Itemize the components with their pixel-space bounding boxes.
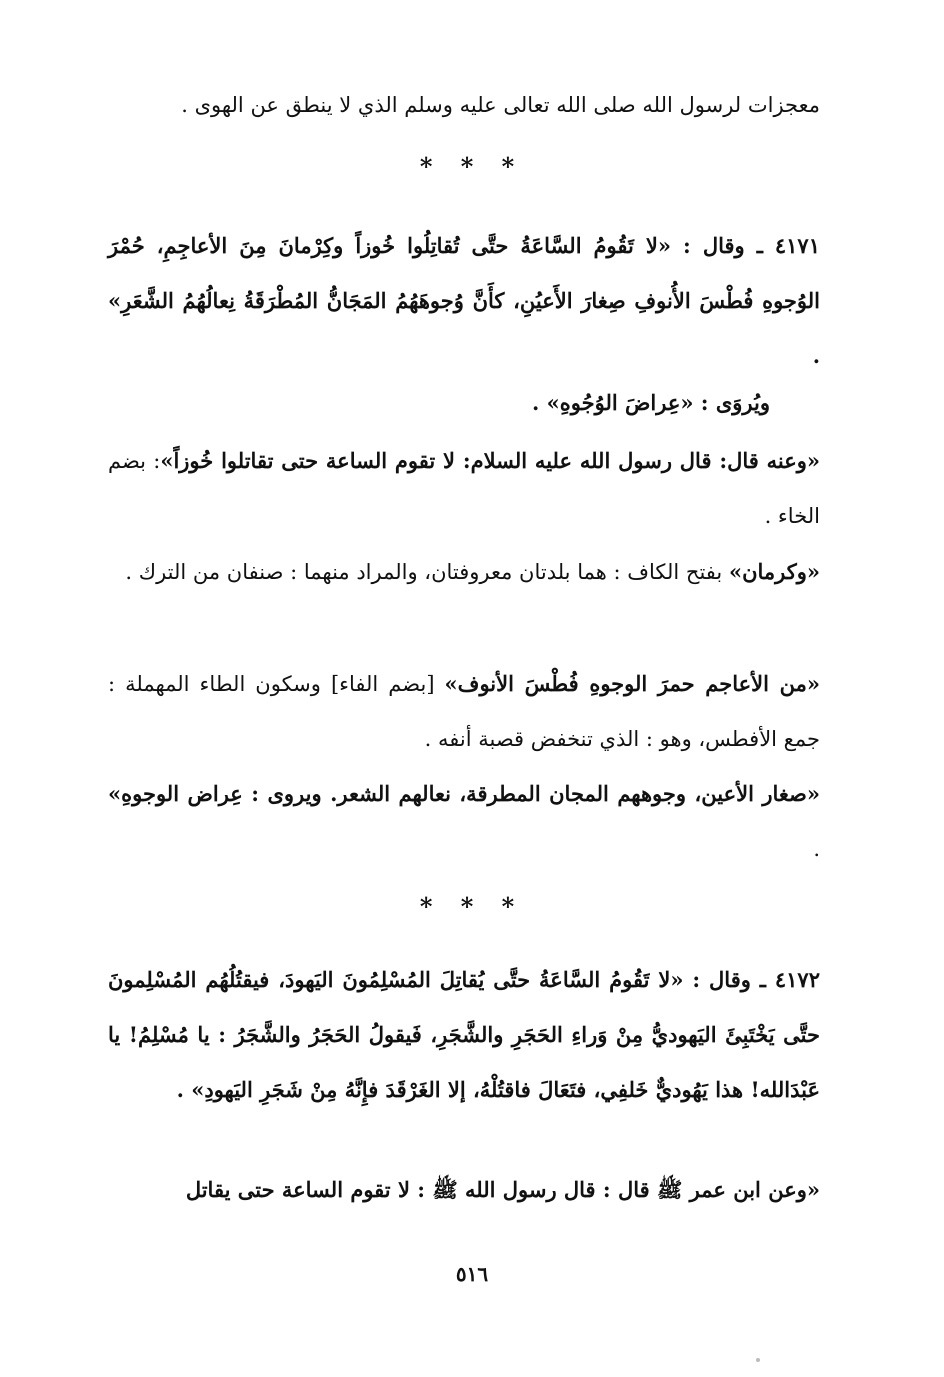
commentary-lead: «وعنه قال: قال رسول الله عليه السلام: لا تقوم الساعة حتى تقاتلوا خُوزاً» — [160, 448, 820, 473]
hadith-4171-variant — [108, 375, 820, 430]
commentary-rest: بفتح الكاف : هما بلدتان معروفتان، والمراد منهما : صنفان من الترك . — [125, 560, 729, 584]
hadith-4172-number: ٤١٧٢ ـ وقال : — [692, 967, 820, 992]
commentary-kirman — [108, 544, 820, 600]
commentary-rest: : بضم الخاء . — [108, 449, 820, 528]
commentary-lead: «وكرمان» — [728, 559, 820, 584]
hadith-4172 — [108, 952, 820, 1117]
intro-line — [108, 78, 820, 133]
intro-text: معجزات لرسول الله صلى الله تعالى عليه وسلم الذي لا ينطق عن الهوى . — [181, 93, 820, 117]
commentary-khuz — [108, 433, 820, 544]
page-number: ٥١٦ — [455, 1262, 489, 1286]
hadith-4172-text: «لا تَقُومُ السَّاعَةُ حتَّى يُقاتِلَ المُسْلِمُونَ اليَهودَ، فيقتُلُهُم المُسْلِمونَ حتَّى يَخْتَبِئَ اليَهوديُّ مِنْ وَراءِ الحَجَرِ والشَّجَرِ، فَيقولُ الحَجَرُ والشَّجَرُ : يا مُسْلِمُ! يا عَبْدَالله! هذا يَهُوديٌّ خَلفِي، فتَعَالَ فاقتُلْهُ، إلا الغَرْقَدَ فإِنَّهُ مِنْ شَجَرِ اليَهودِ» . — [108, 967, 820, 1102]
variant-text: ويُروَى : «عِراضَ الوُجُوهِ» . — [532, 390, 770, 415]
commentary-4172-text: «وعن ابن عمر ﷺ قال : قال رسول الله ﷺ : لا تقوم الساعة حتى يقاتل — [185, 1177, 820, 1202]
section-separator-2: * * * — [419, 892, 525, 921]
commentary-4172-start — [108, 1162, 820, 1217]
commentary-lead: «من الأعاجم حمرَ الوجوهِ فُطْسَ الأنوف» — [444, 671, 820, 696]
commentary-fuths — [108, 656, 820, 767]
commentary-lead: «صغار الأعين، وجوههم المجان المطرقة، نعالهم الشعر. ويروى : عِراض الوجوهِ» — [108, 781, 820, 806]
commentary-rest: [بضم الفاء] وسكون الطاء المهملة : جمع الأفطس، وهو : الذي تنخفض قصبة أنفه . — [108, 672, 820, 751]
commentary-sighar — [108, 766, 820, 877]
section-separator-1: * * * — [419, 152, 525, 181]
hadith-4171 — [108, 218, 820, 383]
hadith-4171-text: «لا تَقُومُ السَّاعَةُ حتَّى تُقاتِلُوا خُوزاً وكِرْمانَ مِنَ الأعاجِمِ، حُمْرَ الوُجوهِ فُطْسَ الأُنوفِ صِغارَ الأَعيُنِ، كأَنَّ وُجوهَهُمُ المَجَانُّ المُطْرَقَةُ نِعالُهُمُ الشَّعَرِ» . — [108, 233, 820, 368]
scan-speck — [756, 1358, 760, 1362]
commentary-rest: . — [813, 837, 820, 861]
hadith-4171-number: ٤١٧١ ـ وقال : — [683, 233, 820, 258]
